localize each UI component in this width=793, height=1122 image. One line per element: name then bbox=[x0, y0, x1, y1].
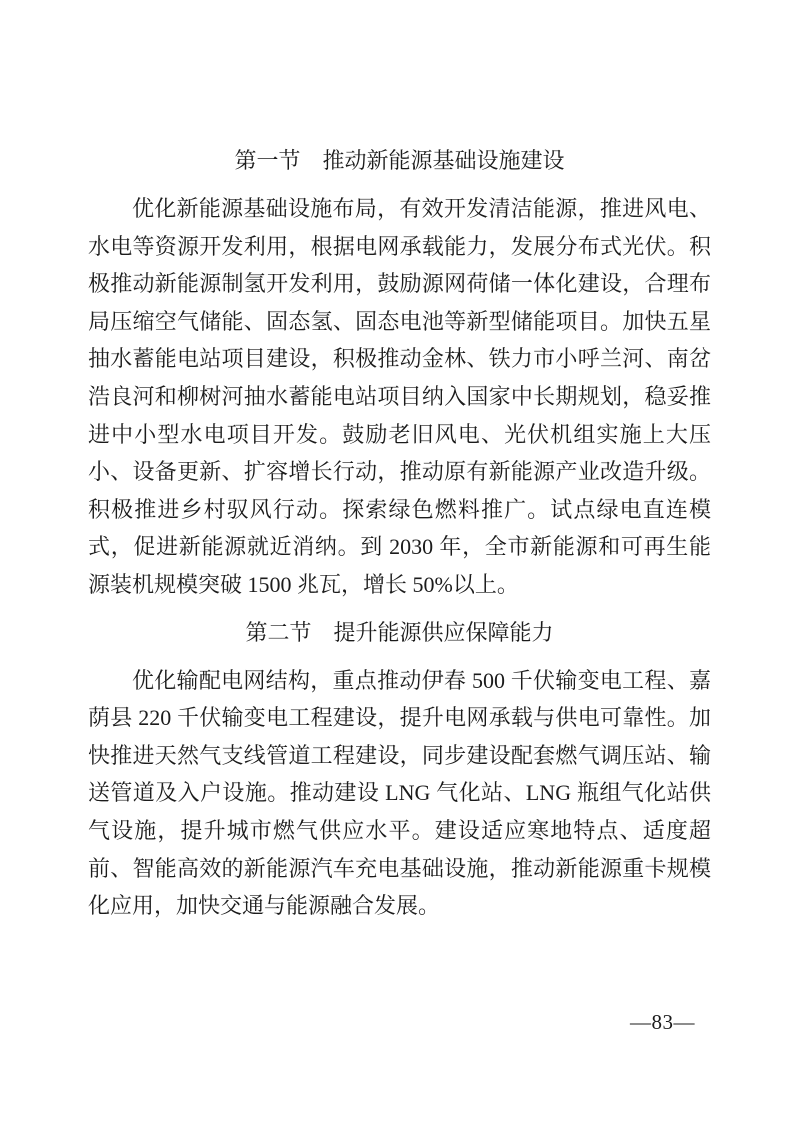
section-2 bbox=[88, 614, 711, 925]
section-2-paragraph: 优化输配电网结构，重点推动伊春 500 千伏输变电工程、嘉荫县 220 千伏输变电工程建设，提升电网承载与供电可靠性。加快推进天然气支线管道工程建设，同步建设配套燃气调压站、输送管道及入户设施。推动建设 LNG 气化站、LNG 瓶组气化站供气设施，提升城市燃气供应水平。建设适应寒地特点、适度超前、智能高效的新能源汽车充电基础设施，推动新能源重卡规模化应用，加快交通与能源融合发展。 bbox=[88, 667, 711, 919]
section-1 bbox=[88, 142, 711, 604]
section-1-paragraph: 优化新能源基础设施布局，有效开发清洁能源，推进风电、水电等资源开发利用，根据电网承载能力，发展分布式光伏。积极推动新能源制氢开发利用，鼓励源网荷储一体化建设，合理布局压缩空气储能、固态氢、固态电池等新型储能项目。加快五星抽水蓄能电站项目建设，积极推动金林、铁力市小呼兰河、南岔浩良河和柳树河抽水蓄能电站项目纳入国家中长期规划，稳妥推进中小型水电项目开发。鼓励老旧风电、光伏机组实施上大压小、设备更新、扩容增长行动，推动原有新能源产业改造升级。积极推进乡村驭风行动。探索绿色燃料推广。试点绿电直连模式，促进新能源就近消纳。到 2030 年，全市新能源和可再生能源装机规模突破 1500 兆瓦，增长 50%以上。 bbox=[88, 196, 711, 597]
section-2-heading: 第二节 提升能源供应保障能力 bbox=[245, 619, 554, 645]
section-1-heading: 第一节 推动新能源基础设施建设 bbox=[234, 148, 565, 173]
page-number: —83— bbox=[630, 1010, 695, 1034]
page-content bbox=[88, 142, 711, 925]
